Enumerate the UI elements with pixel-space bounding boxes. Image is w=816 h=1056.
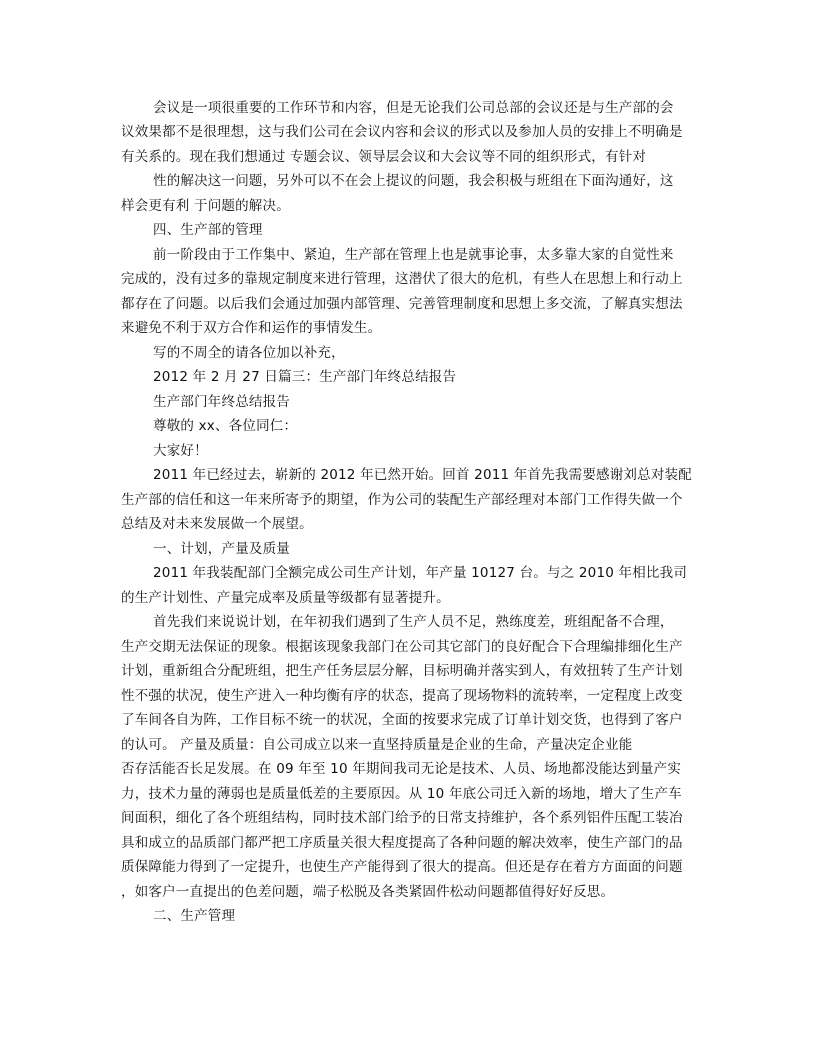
text-line: 间面积，细化了各个班组结构，同时技术部门给予的日常支持维护，各个系列铝件压配工装冶: [121, 810, 683, 826]
text-line: 性的解决这一问题，另外可以不在会上提议的问题，我会积极与班组在下面沟通好，这: [153, 173, 674, 189]
text-line: 来避免不利于双方合作和运作的事情发生。: [121, 320, 382, 336]
date-line: 2012 年 2 月 27 日篇三：生产部门年终总结报告: [153, 369, 457, 385]
text-line: 议效果都不是很理想，这与我们公司在会议内容和会议的形式以及参加人员的安排上不明确是: [121, 124, 683, 140]
greeting: 大家好！: [153, 443, 208, 459]
report-title: 生产部门年终总结报告: [153, 394, 290, 410]
section-heading: 四、生产部的管理: [153, 222, 263, 238]
text-line: 2011 年我装配部门全额完成公司生产计划，年产量 10127 台。与之 2010 年相比我司: [153, 565, 688, 581]
text-line: 前一阶段由于工作集中、紧迫，生产部在管理上也是就事论事，太多靠大家的自觉性来: [153, 247, 674, 263]
section-heading: 一、计划，产量及质量: [153, 541, 290, 557]
text-line: 总结及对未来发展做一个展望。: [121, 516, 313, 532]
text-line: 性不强的状况，使生产进入一种均衡有序的状态，提高了现场物料的流转率，一定程度上改变: [121, 688, 683, 704]
text-line: 样会更有利 于问题的解决。: [121, 198, 290, 214]
text-line: 的生产计划性、产量完成率及质量等级都有显著提升。: [121, 590, 450, 606]
text-line: 首先我们来说说计划，在年初我们遇到了生产人员不足，熟练度差，班组配备不合理，: [153, 614, 674, 630]
text-line: 完成的，没有过多的靠规定制度来进行管理，这潜伏了很大的危机，有些人在思想上和行动上: [121, 271, 683, 287]
text-line: 计划，重新组合分配班组，把生产任务层层分解，目标明确并落实到人，有效扭转了生产计划: [121, 663, 683, 679]
text-line: 生产部的信任和这一年来所寄予的期望，作为公司的装配生产部经理对本部门工作得失做一个: [121, 492, 683, 508]
text-line: 否存活能否长足发展。在 09 年至 10 年期间我司无论是技术、人员、场地都没能达到量产实: [121, 761, 682, 777]
text-line: 了车间各自为阵，工作目标不统一的状况，全面的按要求完成了订单计划交货，也得到了客户: [121, 712, 683, 728]
text-line: 质保障能力得到了一定提升，也使生产产能得到了很大的提高。但还是存在着方方面面的问题: [121, 859, 683, 875]
text-line: 的认可。 产量及质量：自公司成立以来一直坚持质量是企业的生命，产量决定企业能: [121, 737, 633, 753]
salutation: 尊敬的 xx、各位同仁：: [153, 418, 298, 434]
text-line: ，如客户一直提出的色差问题，端子松脱及各类紧固件松动问题都值得好好反思。: [121, 884, 615, 900]
text-line: 写的不周全的请各位加以补充，: [153, 345, 345, 361]
text-line: 生产交期无法保证的现象。根据该现象我部门在公司其它部门的良好配合下合理编排细化生产: [121, 639, 683, 655]
text-line: 有关系的。现在我们想通过 专题会议、领导层会议和大会议等不同的组织形式，有针对: [121, 149, 647, 165]
text-line: 具和成立的品质部门都严把工序质量关很大程度提高了各种问题的解决效率，使生产部门的品: [121, 835, 683, 851]
text-line: 会议是一项很重要的工作环节和内容，但是无论我们公司总部的会议还是与生产部的会: [153, 100, 674, 116]
text-line: 2011 年已经过去，崭新的 2012 年已然开始。回首 2011 年首先我需要感谢刘总对装配: [153, 467, 692, 483]
text-line: 力，技术力量的薄弱也是质量低差的主要原因。从 10 年底公司迁入新的场地，增大了生产车: [121, 786, 682, 802]
text-line: 都存在了问题。以后我们会通过加强内部管理、完善管理制度和思想上多交流，了解真实想法: [121, 296, 683, 312]
section-heading: 二、生产管理: [153, 908, 236, 924]
